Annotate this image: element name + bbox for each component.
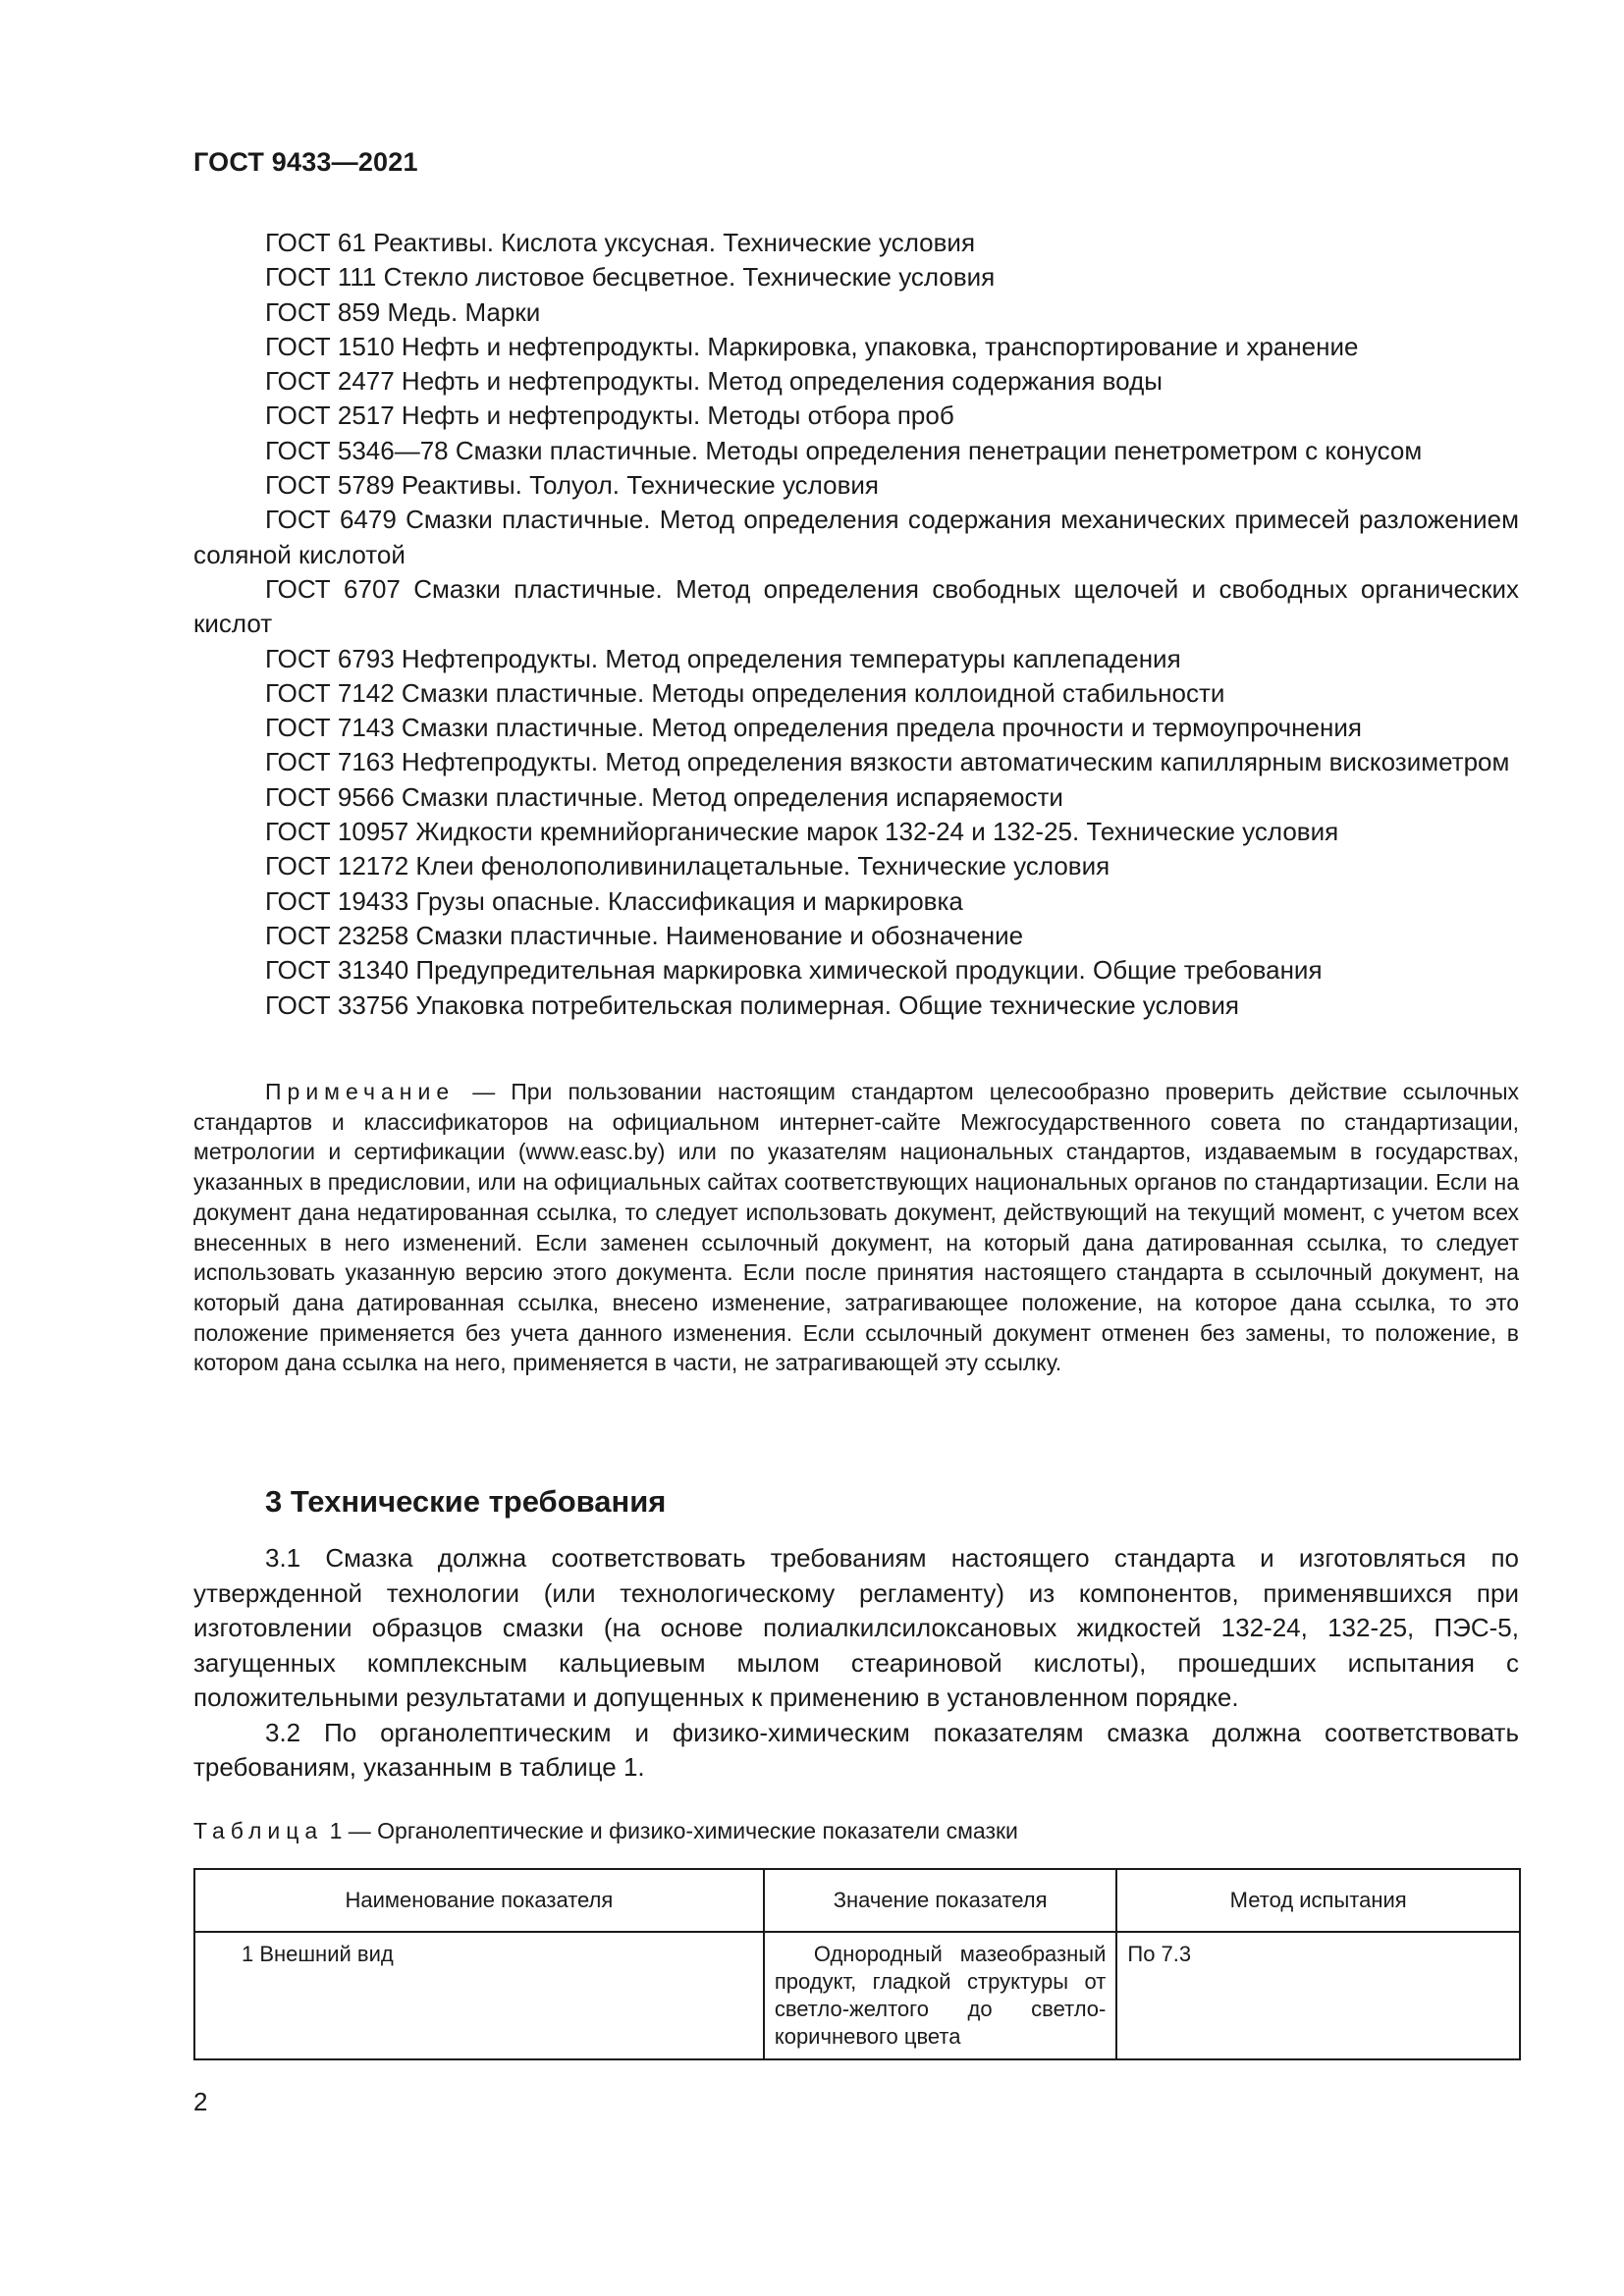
- page-number: 2: [193, 2087, 208, 2116]
- table-row: [194, 1932, 1520, 2059]
- reference-item: ГОСТ 23258 Смазки пластичные. Наименование и обозначение: [265, 920, 1024, 950]
- table-caption-text: 1 — Органолептические и физико-химические показатели смазки: [323, 1818, 1018, 1843]
- reference-item: ГОСТ 7142 Смазки пластичные. Методы определения коллоидной стабильности: [265, 677, 1225, 708]
- reference-item: ГОСТ 33756 Упаковка потребительская полимерная. Общие технические условия: [265, 989, 1239, 1020]
- reference-item: ГОСТ 2517 Нефть и нефтепродукты. Методы отбора проб: [265, 400, 954, 431]
- reference-item: ГОСТ 5789 Реактивы. Толуол. Технические условия: [265, 470, 880, 501]
- paragraph-3-2: 3.2 По органолептическим и физико-химическим показателям смазка должна соответствовать требованиям, указанным в таблице 1.: [193, 1717, 1519, 1782]
- normative-references-list: [193, 226, 1519, 1023]
- table-header-row: [194, 1869, 1520, 1932]
- reference-item: ГОСТ 9566 Смазки пластичные. Метод определения испаряемости: [265, 781, 1063, 812]
- reference-item: ГОСТ 12172 Клеи фенолополивинилацетальные. Технические условия: [265, 851, 1110, 881]
- reference-item: ГОСТ 2477 Нефть и нефтепродукты. Метод определения содержания воды: [265, 366, 1163, 397]
- table-caption-label: Таблица: [193, 1818, 324, 1843]
- section-body: [193, 1541, 1519, 1786]
- reference-item: ГОСТ 6479 Смазки пластичные. Метод определения содержания механических примесей разложением соляной кислотой: [193, 505, 1519, 569]
- reference-item: ГОСТ 5346—78 Смазки пластичные. Методы определения пенетрации пенетрометром с конусом: [265, 435, 1423, 465]
- table-cell-value: Однородный мазеобразный продукт, гладкой структуры от светло-желтого до светло-коричневого цвета: [764, 1932, 1117, 2059]
- reference-item: ГОСТ 7163 Нефтепродукты. Метод определения вязкости автоматическим капиллярным вискозиметром: [265, 747, 1510, 777]
- indicators-table: [193, 1868, 1521, 2060]
- table-header-cell: Наименование показателя: [194, 1869, 764, 1932]
- reference-item: ГОСТ 6793 Нефтепродукты. Метод определения температуры каплепадения: [265, 643, 1181, 673]
- reference-item: ГОСТ 859 Медь. Марки: [265, 296, 541, 327]
- table-header-cell: Метод испытания: [1116, 1869, 1520, 1932]
- reference-item: ГОСТ 19433 Грузы опасные. Классификация и маркировка: [265, 885, 963, 916]
- reference-item: ГОСТ 111 Стекло листовое бесцветное. Технические условия: [265, 262, 996, 293]
- note-paragraph: [193, 1077, 1519, 1378]
- reference-item: ГОСТ 7143 Смазки пластичные. Метод определения предела прочности и термоупрочнения: [265, 713, 1362, 743]
- note-label: Примечание: [265, 1079, 456, 1104]
- table-cell-name: 1 Внешний вид: [194, 1932, 764, 2059]
- table-header-cell: Значение показателя: [764, 1869, 1117, 1932]
- reference-item: ГОСТ 1510 Нефть и нефтепродукты. Маркировка, упаковка, транспортирование и хранение: [265, 331, 1359, 361]
- reference-item: ГОСТ 61 Реактивы. Кислота уксусная. Технические условия: [265, 228, 976, 257]
- table-caption: [193, 1818, 1018, 1844]
- section-title: 3 Технические требования: [265, 1484, 667, 1519]
- reference-item: ГОСТ 6707 Смазки пластичные. Метод определения свободных щелочей и свободных органических кислот: [193, 573, 1519, 639]
- note-text: — При пользовании настоящим стандартом целесообразно проверить действие ссылочных стандартов и классификаторов на официальном интернет-сайте Межгосударственного совета по стандартизации, метрологии и сертификации (www.easc.by) или по указателям национальных стандартов, издаваемым в государствах, указанных в предисловии, или на официальных сайтах соответствующих национальных органов по стандартизации. Если на документ дана недатированная ссылка, то следует использовать документ, действующий на текущий момент, с учетом всех внесенных в него изменений. Если заменен ссылочный документ, на который дана датированная ссылка, то следует использовать указанную версию этого документа. Если после принятия настоящего стандарта в ссылочный документ, на который дана датированная ссылка, внесено изменение, затрагивающее положение, на которое дана ссылка, то это положение применяется без учета данного изменения. Если ссылочный документ отменен без замены, то положение, в котором дана ссылка на него, применяется в части, не затрагивающей эту ссылку.: [193, 1079, 1519, 1376]
- reference-item: ГОСТ 31340 Предупредительная маркировка химической продукции. Общие требования: [265, 955, 1323, 986]
- document-header: ГОСТ 9433—2021: [193, 147, 418, 177]
- paragraph-3-1: 3.1 Смазка должна соответствовать требованиям настоящего стандарта и изготовляться по утвержденной технологии (или технологическому регламенту) из компонентов, применявшихся при изготовлении образцов смазки (на основе полиалкилсилоксановых жидкостей 132-24, 132-25, ПЭС-5, загущенных комплексным кальциевым мылом стеариновой кислоты), прошедших испытания с положительными результатами и допущенных к применению в установленном порядке.: [193, 1543, 1519, 1712]
- reference-item: ГОСТ 10957 Жидкости кремнийорганические марок 132-24 и 132-25. Технические условия: [265, 817, 1339, 847]
- table-cell-method: По 7.3: [1116, 1932, 1520, 2059]
